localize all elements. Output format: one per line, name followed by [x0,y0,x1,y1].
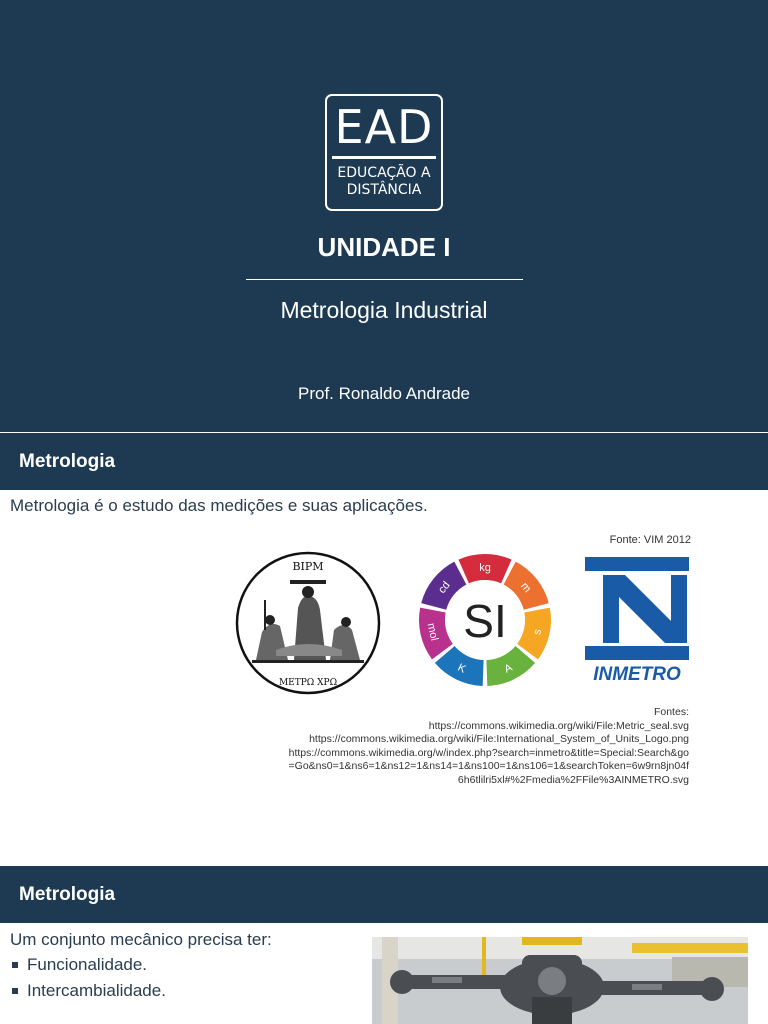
source-line: 6h6tlilri5xl#%2Fmedia%2FFile%3AINMETRO.svg [457,773,689,786]
logo-acronym: EAD [334,100,434,154]
list-item-text: Intercambialidade. [27,981,166,1000]
logo-subtitle-line2: DISTÂNCIA [346,182,422,198]
sources-heading: Fontes: [653,706,689,718]
bullet-square-icon [12,988,18,994]
slide3-header-title: Metrologia [19,884,116,905]
list-item-text: Funcionalidade. [27,955,148,974]
slide2-header [0,433,768,490]
si-segment-label: kg [479,562,491,574]
si-segment-label: s [531,627,545,637]
title-slide [0,0,768,432]
requirements-list [10,955,166,1007]
logo-divider [332,156,436,159]
si-segment-label: K [455,661,468,676]
si-center-text: SI [463,595,507,647]
slide2-header-title: Metrologia [19,451,116,472]
image-sources [249,706,689,787]
source-line: =Go&ns0=1&ns6=1&ns12=1&ns14=1&ns100=1&ns106=1&searchToken=6w9rn8jn04f [288,760,689,772]
metrology-definition: Metrologia é o estudo das medições e suas aplicações. [10,496,428,515]
source-note: Fonte: VIM 2012 [609,534,691,546]
bullet-square-icon [12,962,18,968]
source-line: https://commons.wikimedia.org/wiki/File:International_System_of_Units_Logo.png [309,733,689,745]
si-segment-label: A [502,661,515,676]
source-line: https://commons.wikimedia.org/wiki/File:Metric_seal.svg [428,719,689,732]
slide3-intro: Um conjunto mecânico precisa ter: [10,930,272,949]
inmetro-mark [585,557,689,660]
logo-subtitle [327,165,441,199]
title-divider [246,279,523,280]
inmetro-logo-image [583,557,691,687]
list-item [10,981,166,1007]
ead-logo [325,94,443,211]
unit-title: UNIDADE I [317,232,451,262]
inmetro-label: INMETRO [593,664,681,685]
subject-title: Metrologia Industrial [280,297,488,323]
source-line: https://commons.wikimedia.org/w/index.php?search=inmetro&title=Special:Search&go [288,746,689,759]
bipm-seal-top-text: BIPM [292,560,324,573]
rotor-hub-photo [372,937,748,1024]
si-segment-label: m [518,580,534,595]
list-item [10,955,166,981]
si-segment-label: cd [436,579,453,596]
si-segment-label: mol [424,622,441,642]
si-logo-image [418,553,552,687]
slide3-header [0,866,768,923]
professor-name: Prof. Ronaldo Andrade [297,384,470,403]
logo-subtitle-line1: EDUCAÇÃO A [337,165,431,181]
bipm-seal-bottom-text: ΜΕΤΡΩ ΧΡΩ [278,678,338,688]
bipm-seal-image [234,550,382,696]
